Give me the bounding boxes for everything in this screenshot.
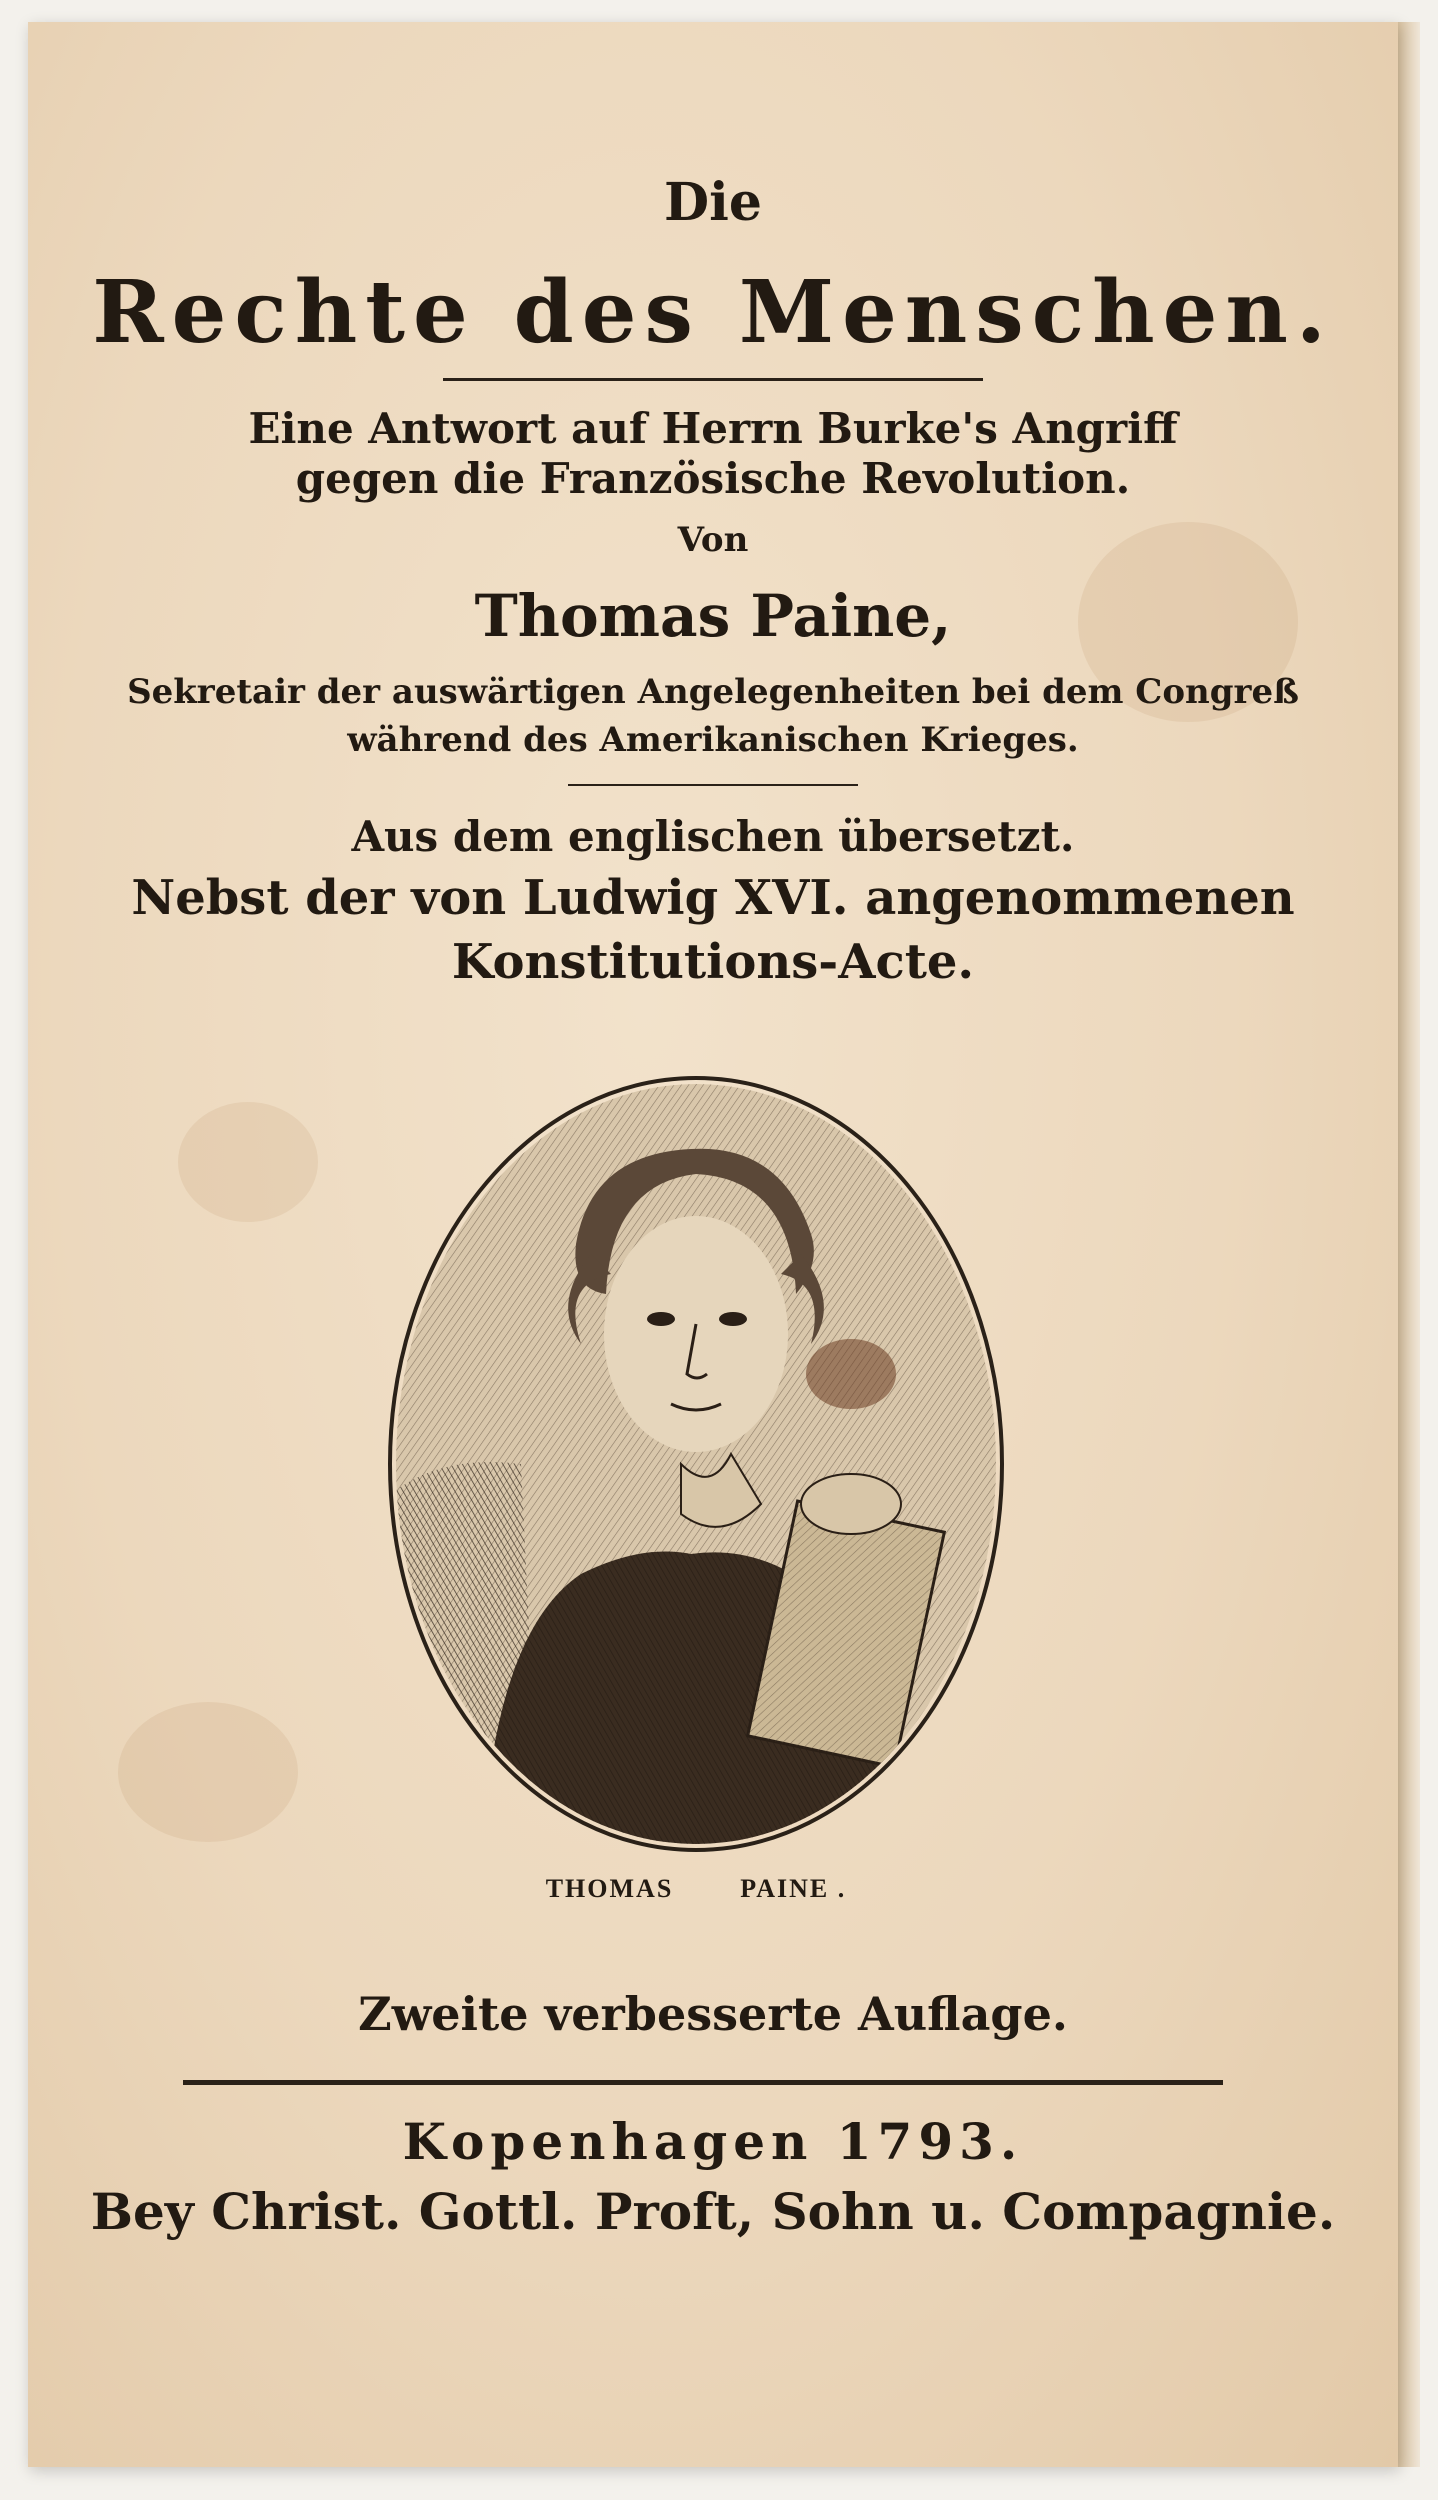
appendix-line-1: Nebst der von Ludwig XVI. angenommenen: [131, 870, 1295, 926]
page-title: Rechte des Menschen.: [92, 262, 1334, 363]
divider: [183, 2080, 1223, 2085]
subtitle-line-1: Eine Antwort auf Herrn Burke's Angriff: [248, 404, 1178, 453]
portrait-caption-last: PAINE .: [740, 1874, 847, 1903]
author-role-1: Sekretair der auswärtigen Angelegenheiten bei dem Congreß: [127, 672, 1299, 712]
foxing-stain: [118, 1702, 298, 1842]
divider: [443, 378, 983, 381]
edition-note: Zweite verbesserte Auflage.: [358, 1987, 1068, 2041]
foxing-stain: [178, 1102, 318, 1222]
subtitle-line-2: gegen die Französische Revolution.: [295, 454, 1131, 503]
engraved-oval-portrait-icon: [381, 1074, 1011, 1874]
page-edge: [1398, 22, 1420, 2467]
title-die: Die: [664, 172, 762, 233]
appendix-line-2: Konstitutions-Acte.: [451, 934, 975, 990]
divider: [568, 784, 858, 786]
author-role-2: während des Amerikanischen Krieges.: [347, 720, 1079, 760]
imprint-place: Kopenhagen 1793.: [402, 2112, 1024, 2171]
imprint-publisher: Bey Christ. Gottl. Proft, Sohn u. Compagnie.: [90, 2182, 1336, 2241]
author-name: Thomas Paine,: [474, 582, 952, 650]
portrait-caption-first: THOMAS: [545, 1874, 674, 1903]
byline-von: Von: [677, 520, 749, 560]
title-page: [28, 22, 1398, 2467]
translation-note: Aus dem englischen übersetzt.: [351, 812, 1075, 861]
portrait-engraving: [381, 1074, 1011, 1903]
